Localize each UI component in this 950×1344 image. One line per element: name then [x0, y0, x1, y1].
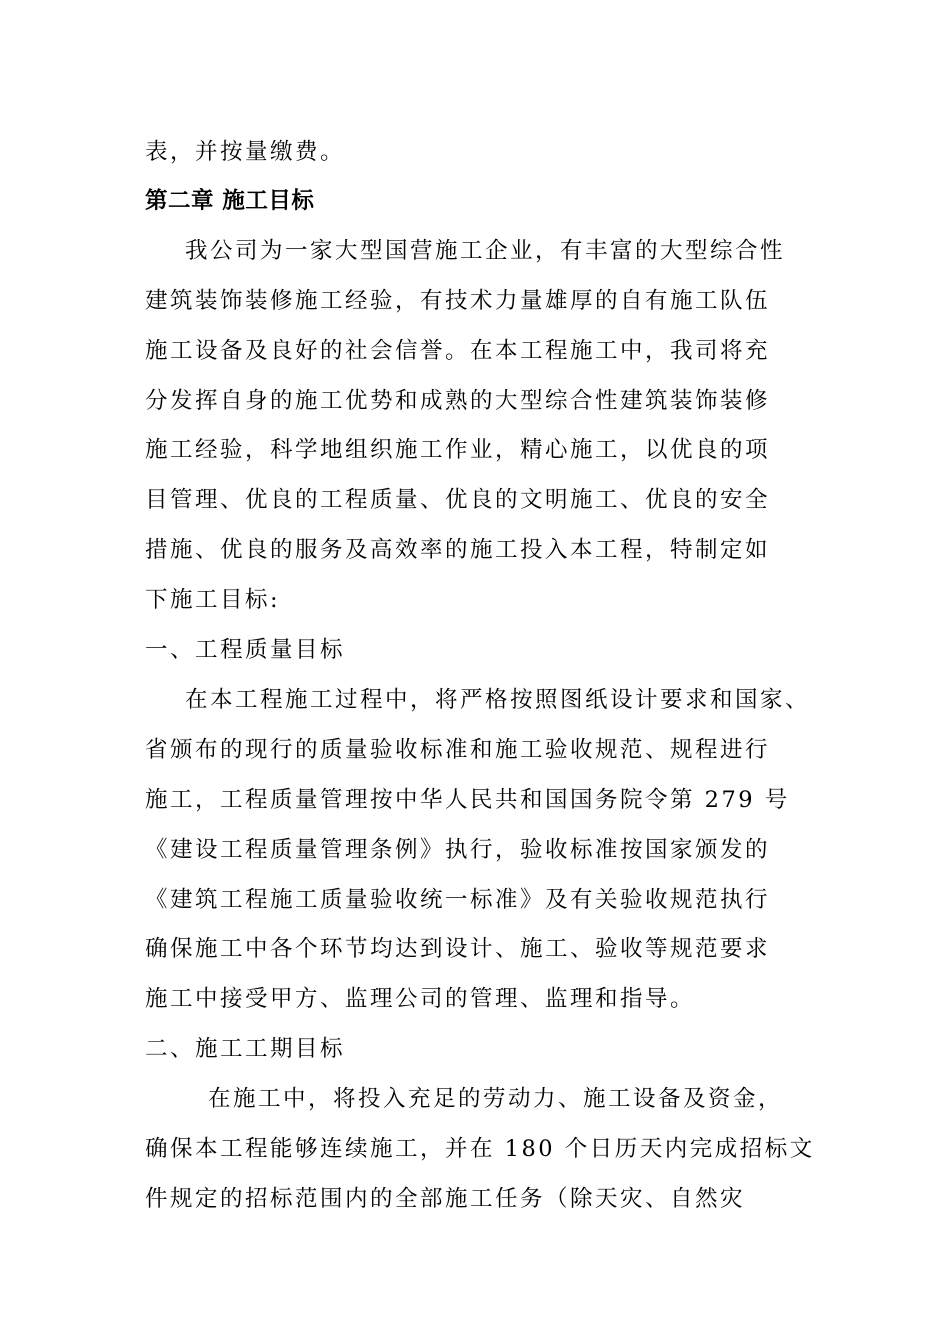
section-heading: 一、工程质量目标	[145, 637, 346, 663]
text-line: 施工设备及良好的社会信誉。在本工程施工中，我司将充	[145, 338, 771, 364]
text-line: 目管理、优良的工程质量、优良的文明施工、优良的安全	[145, 487, 771, 513]
text-line: 确保施工中各个环节均达到设计、施工、验收等规范要求	[145, 936, 771, 962]
text-line: 建筑装饰装修施工经验，有技术力量雄厚的自有施工队伍	[145, 288, 771, 314]
text-line: 省颁布的现行的质量验收标准和施工验收规范、规程进行	[145, 737, 771, 763]
text-line: 分发挥自身的施工优势和成熟的大型综合性建筑装饰装修	[145, 388, 771, 414]
text-line: 件规定的招标范围内的全部施工任务（除天灾、自然灾	[145, 1186, 746, 1212]
chapter-heading: 第二章 施工目标	[145, 188, 315, 214]
text-line: 措施、优良的服务及高效率的施工投入本工程，特制定如	[145, 537, 771, 563]
text-line: 施工，工程质量管理按中华人民共和国国务院令第 279 号	[145, 787, 790, 813]
text-line: 施工经验，科学地组织施工作业，精心施工，以优良的项	[145, 437, 771, 463]
text-line: 在本工程施工过程中，将严格按照图纸设计要求和国家、	[185, 687, 811, 713]
text-line: 在施工中，将投入充足的劳动力、施工设备及资金，	[208, 1086, 784, 1112]
text-line: 施工中接受甲方、监理公司的管理、监理和指导。	[145, 986, 696, 1012]
text-line: 确保本工程能够连续施工，并在 180 个日历天内完成招标文	[145, 1136, 815, 1162]
section-heading: 二、施工工期目标	[145, 1036, 346, 1062]
text-line: 《建设工程质量管理条例》执行，验收标准按国家颁发的	[145, 837, 771, 863]
text-line: 《建筑工程施工质量验收统一标准》及有关验收规范执行	[145, 887, 771, 913]
text-line: 下施工目标:	[145, 587, 281, 613]
text-line: 我公司为一家大型国营施工企业，有丰富的大型综合性	[185, 238, 786, 264]
text-line: 表，并按量缴费。	[145, 139, 346, 165]
